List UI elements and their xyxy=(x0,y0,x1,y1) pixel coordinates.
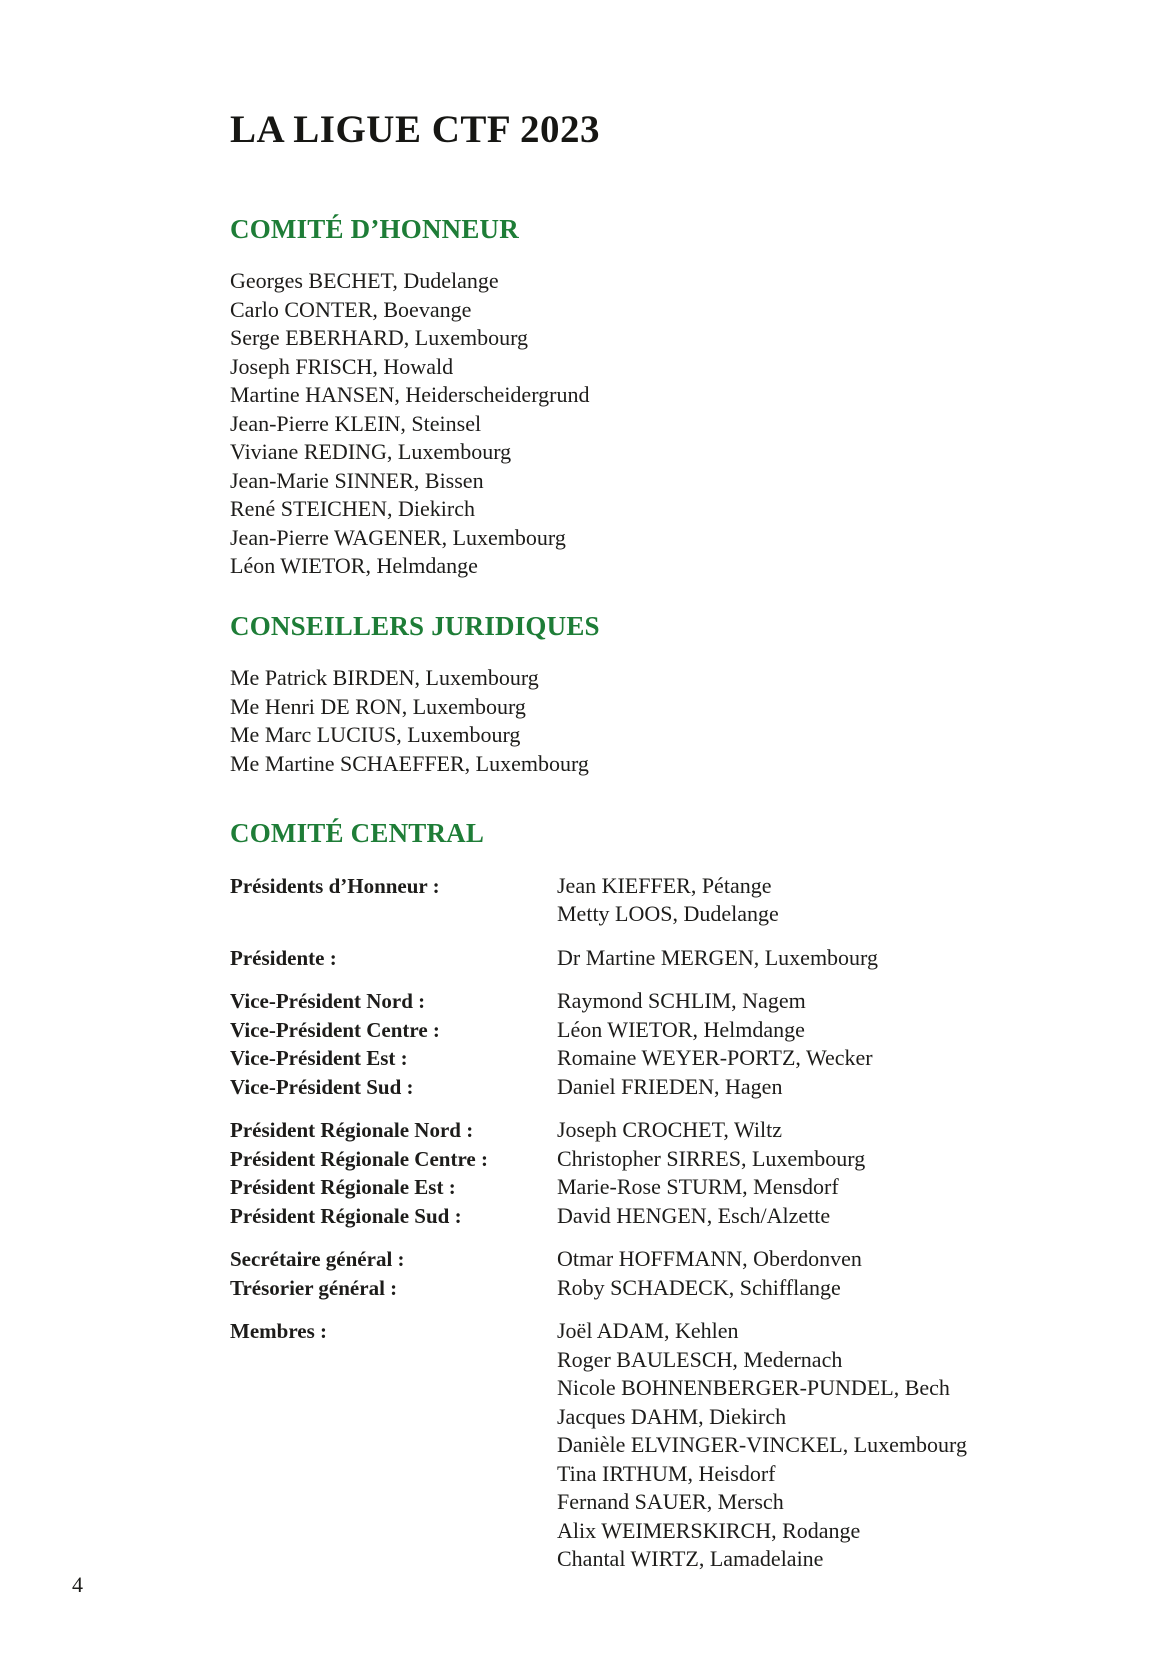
role-value: Léon WIETOR, Helmdange xyxy=(557,1016,805,1042)
role-value: Danièle ELVINGER-VINCKEL, Luxembourg xyxy=(557,1432,967,1458)
role-value: Tina IRTHUM, Heisdorf xyxy=(557,1460,776,1486)
role-label: Présidents d’Honneur : xyxy=(230,873,440,898)
role-value: Christopher SIRRES, Luxembourg xyxy=(557,1145,866,1171)
member-line: Carlo CONTER, Boevange xyxy=(230,296,472,322)
member-line: Jean-Marie SINNER, Bissen xyxy=(230,467,484,493)
role-group xyxy=(230,987,970,1101)
role-row xyxy=(230,1460,970,1489)
role-group xyxy=(230,1245,970,1302)
role-label: Président Régionale Sud : xyxy=(230,1203,462,1228)
role-value: Metty LOOS, Dudelange xyxy=(557,901,779,927)
role-label: Vice-Président Sud : xyxy=(230,1074,414,1099)
member-line: Me Patrick BIRDEN, Luxembourg xyxy=(230,665,539,691)
role-row xyxy=(230,1073,970,1102)
section-heading-comite-honneur: COMITÉ D’HONNEUR xyxy=(230,214,519,244)
comite-central-table xyxy=(230,872,970,1574)
role-value: Daniel FRIEDEN, Hagen xyxy=(557,1073,783,1099)
role-label: Vice-Président Nord : xyxy=(230,989,426,1014)
section-heading-comite-central: COMITÉ CENTRAL xyxy=(230,818,485,849)
member-line: Léon WIETOR, Helmdange xyxy=(230,553,478,579)
role-value: Joël ADAM, Kehlen xyxy=(557,1318,739,1344)
role-label: Présidente : xyxy=(230,945,337,970)
role-label: Membres : xyxy=(230,1319,327,1344)
role-group xyxy=(230,1317,970,1574)
member-line: Jean-Pierre WAGENER, Luxembourg xyxy=(230,524,566,550)
role-label: Vice-Président Est : xyxy=(230,1046,408,1071)
role-value: Jean KIEFFER, Pétange xyxy=(557,872,772,898)
role-value: Marie-Rose STURM, Mensdorf xyxy=(557,1174,839,1200)
role-label: Président Régionale Nord : xyxy=(230,1118,474,1143)
role-value: Roger BAULESCH, Medernach xyxy=(557,1346,843,1372)
role-row xyxy=(230,987,970,1016)
member-line: Serge EBERHARD, Luxembourg xyxy=(230,325,528,351)
role-value: Roby SCHADECK, Schifflange xyxy=(557,1274,841,1300)
section-comite-central xyxy=(230,818,970,1573)
role-row xyxy=(230,944,970,973)
role-label: Président Régionale Est : xyxy=(230,1175,456,1200)
role-group xyxy=(230,1116,970,1230)
role-label: Président Régionale Centre : xyxy=(230,1146,488,1171)
member-line: Martine HANSEN, Heiderscheidergrund xyxy=(230,382,590,408)
role-group xyxy=(230,944,970,973)
role-row xyxy=(230,1116,970,1145)
role-row xyxy=(230,1145,970,1174)
role-row xyxy=(230,1245,970,1274)
member-line: Viviane REDING, Luxembourg xyxy=(230,439,512,465)
role-row xyxy=(230,872,970,901)
role-row xyxy=(230,1488,970,1517)
role-value: Otmar HOFFMANN, Oberdonven xyxy=(557,1246,862,1272)
role-row xyxy=(230,1317,970,1346)
member-line: Me Martine SCHAEFFER, Luxembourg xyxy=(230,750,589,776)
role-value: Jacques DAHM, Diekirch xyxy=(557,1403,787,1429)
role-row xyxy=(230,1173,970,1202)
section-heading-conseillers-juridiques: CONSEILLERS JURIDIQUES xyxy=(230,610,600,641)
role-value: Chantal WIRTZ, Lamadelaine xyxy=(557,1546,824,1572)
role-row xyxy=(230,1517,970,1546)
role-row xyxy=(230,1274,970,1303)
role-row xyxy=(230,1374,970,1403)
role-value: Romaine WEYER-PORTZ, Wecker xyxy=(557,1045,873,1071)
role-row xyxy=(230,1016,970,1045)
member-line: Georges BECHET, Dudelange xyxy=(230,268,499,294)
role-row xyxy=(230,1545,970,1574)
comite-honneur-list xyxy=(230,267,970,581)
role-value: David HENGEN, Esch/Alzette xyxy=(557,1202,831,1228)
role-value: Raymond SCHLIM, Nagem xyxy=(557,988,806,1014)
role-value: Dr Martine MERGEN, Luxembourg xyxy=(557,944,878,970)
role-group xyxy=(230,872,970,929)
role-label: Vice-Président Centre : xyxy=(230,1017,440,1042)
role-value: Alix WEIMERSKIRCH, Rodange xyxy=(557,1517,861,1543)
role-row xyxy=(230,1346,970,1375)
page-number: 4 xyxy=(72,1572,83,1597)
role-row xyxy=(230,1431,970,1460)
role-row xyxy=(230,1202,970,1231)
member-line: Me Henri DE RON, Luxembourg xyxy=(230,693,526,719)
conseillers-juridiques-list xyxy=(230,664,970,778)
role-row xyxy=(230,900,970,929)
role-value: Fernand SAUER, Mersch xyxy=(557,1489,784,1515)
role-label: Trésorier général : xyxy=(230,1275,398,1300)
member-line: Joseph FRISCH, Howald xyxy=(230,353,454,379)
role-label: Secrétaire général : xyxy=(230,1247,405,1272)
member-line: René STEICHEN, Diekirch xyxy=(230,496,475,522)
section-comite-honneur xyxy=(230,214,970,581)
member-line: Me Marc LUCIUS, Luxembourg xyxy=(230,722,521,748)
member-line: Jean-Pierre KLEIN, Steinsel xyxy=(230,410,482,436)
role-row xyxy=(230,1044,970,1073)
role-value: Nicole BOHNENBERGER-PUNDEL, Bech xyxy=(557,1375,950,1401)
section-conseillers-juridiques xyxy=(230,611,970,778)
page-content xyxy=(230,0,970,1574)
role-row xyxy=(230,1403,970,1432)
role-value: Joseph CROCHET, Wiltz xyxy=(557,1117,783,1143)
page-title: LA LIGUE CTF 2023 xyxy=(230,108,601,151)
